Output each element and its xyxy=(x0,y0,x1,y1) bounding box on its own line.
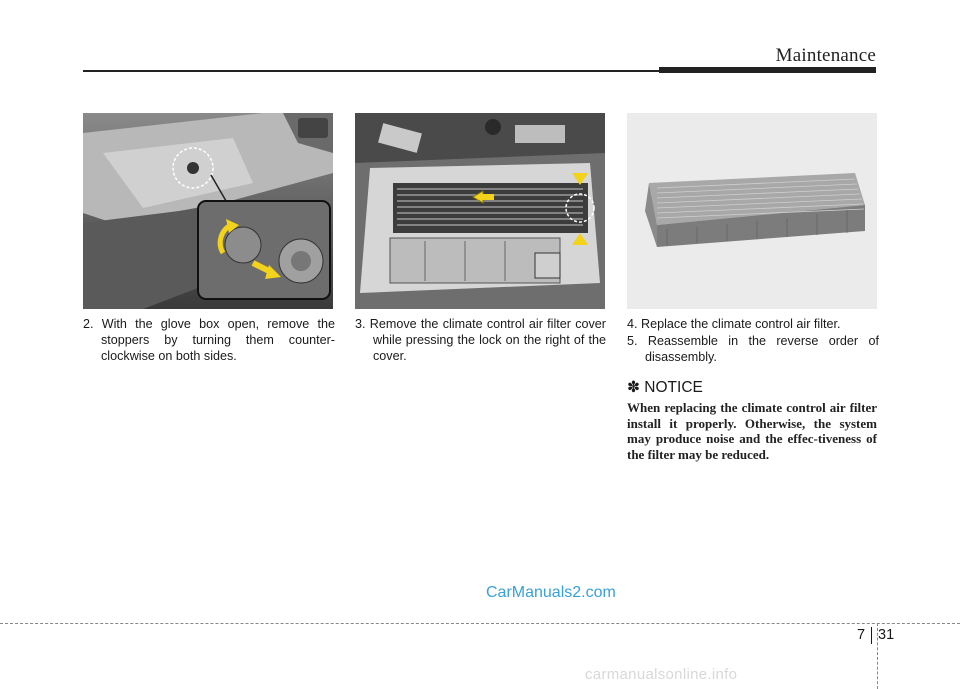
step-body: Reassemble in the reverse order of disassembly. xyxy=(645,334,880,364)
step-3-text xyxy=(355,316,606,364)
section-title: Maintenance xyxy=(775,45,876,66)
step-body: With the glove box open, remove the stoppers by turning them counter-clockwise on both sides. xyxy=(101,317,335,363)
step-5 xyxy=(627,333,879,365)
air-filter-illustration xyxy=(627,113,877,309)
step-number: 5. xyxy=(627,334,638,348)
page-separator xyxy=(871,627,872,644)
figure-glove-box-stopper xyxy=(83,113,333,309)
step-body: Remove the climate control air filter cover while pressing the lock on the right of the cover. xyxy=(369,317,607,363)
notice-title: ✽ NOTICE xyxy=(627,379,703,396)
step-4 xyxy=(627,316,879,332)
header-rule-accent xyxy=(659,67,876,73)
step-number: 4. xyxy=(627,317,638,331)
step-body: Replace the climate control air filter. xyxy=(641,317,841,331)
step-2 xyxy=(83,316,335,364)
page-number: 31 xyxy=(878,627,895,643)
chapter-number: 7 xyxy=(857,627,866,643)
step-2-text xyxy=(83,316,335,364)
step-number: 3. xyxy=(355,317,366,331)
bottom-watermark: carmanualsonline.info xyxy=(585,666,738,683)
glove-box-illustration xyxy=(83,113,333,309)
watermark-link[interactable]: CarManuals2.com xyxy=(486,584,616,601)
figure-filter-cover xyxy=(355,113,605,309)
filter-cover-illustration xyxy=(355,113,605,309)
figure-air-filter xyxy=(627,113,877,309)
notice-body: When replacing the climate control air filter install it properly. Otherwise, the system may produce noise and the effec-tiveness of the filter may be reduced. xyxy=(627,400,877,462)
step-5-text xyxy=(627,333,879,365)
step-4-text xyxy=(627,316,879,332)
step-number: 2. xyxy=(83,317,94,331)
footer-rule xyxy=(0,623,960,624)
step-3 xyxy=(355,316,606,364)
